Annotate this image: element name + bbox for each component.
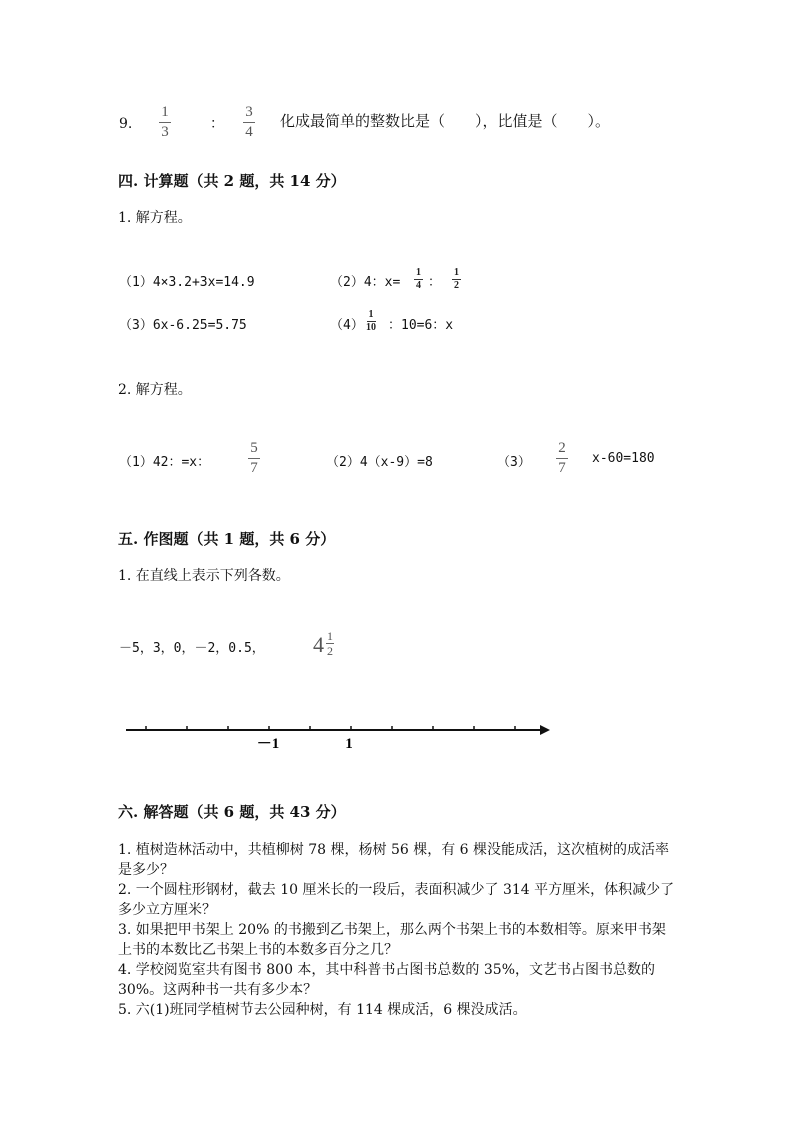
section-6-heading: 六. 解答题（共 6 题，共 43 分）	[118, 803, 346, 821]
fraction-three-quarters: 3 4	[243, 105, 255, 140]
equation-6: （2）4（x-9）=8	[326, 455, 433, 470]
numbers-list: －5，3，0，－2，0.5，	[119, 641, 265, 656]
problem-3: 3. 如果把甲书架上 20% 的书搬到乙书架上，那么两个书架上书的本数相等。原来甲书架上书的本数比乙书架上书的本数多百分之几？	[118, 922, 666, 958]
number-line	[120, 715, 560, 755]
fraction-five-sevenths: 5 7	[248, 441, 260, 476]
problems-list	[118, 840, 678, 1020]
problem-1: 1. 植树造林活动中，共植柳树 78 棵，杨树 56 棵，有 6 棵没能成活，这次植树的成活率是多少？	[118, 842, 670, 878]
fraction-one-third: 1 3	[159, 105, 171, 140]
ratio-colon: ：	[210, 116, 224, 132]
section-4-q1-title: 1. 解方程。	[118, 210, 192, 226]
question-text: 化成最简单的整数比是（ ），比值是（ ）。	[280, 112, 611, 130]
label-positive-one: 1	[345, 736, 353, 752]
fraction-two-sevenths: 2 7	[556, 441, 568, 476]
label-negative-one: －1	[256, 736, 280, 752]
problem-5: 5. 六(1)班同学植树节去公园种树，有 114 棵成活，6 棵没成活。	[118, 1002, 527, 1018]
fraction-one-quarter: 1 4	[416, 267, 421, 291]
problem-4: 4. 学校阅览室共有图书 800 本，其中科普书占图书总数的 35%，文艺书占图书总数的 30%。这两种书一共有多少本？	[118, 962, 655, 998]
equation-1: （1）4×3.2+3x=14.9	[119, 275, 255, 290]
question-number: 9.	[119, 116, 133, 132]
section-4-q2-title: 2. 解方程。	[118, 382, 192, 398]
fraction-one-tenth: 1 10	[366, 309, 376, 333]
equation-3: （3）6x-6.25=5.75	[119, 318, 247, 333]
problem-2: 2. 一个圆柱形钢材，截去 10 厘米长的一段后，表面积减少了 314 平方厘米，体积减少了多少立方厘米？	[118, 882, 675, 918]
section-5-heading: 五. 作图题（共 1 题，共 6 分）	[118, 530, 336, 548]
fraction-one-half: 1 2	[454, 267, 459, 291]
section-5-q1-title: 1. 在直线上表示下列各数。	[118, 568, 290, 584]
section-4-heading: 四. 计算题（共 2 题，共 14 分）	[118, 172, 346, 190]
number-line-arrow-icon	[540, 725, 550, 735]
